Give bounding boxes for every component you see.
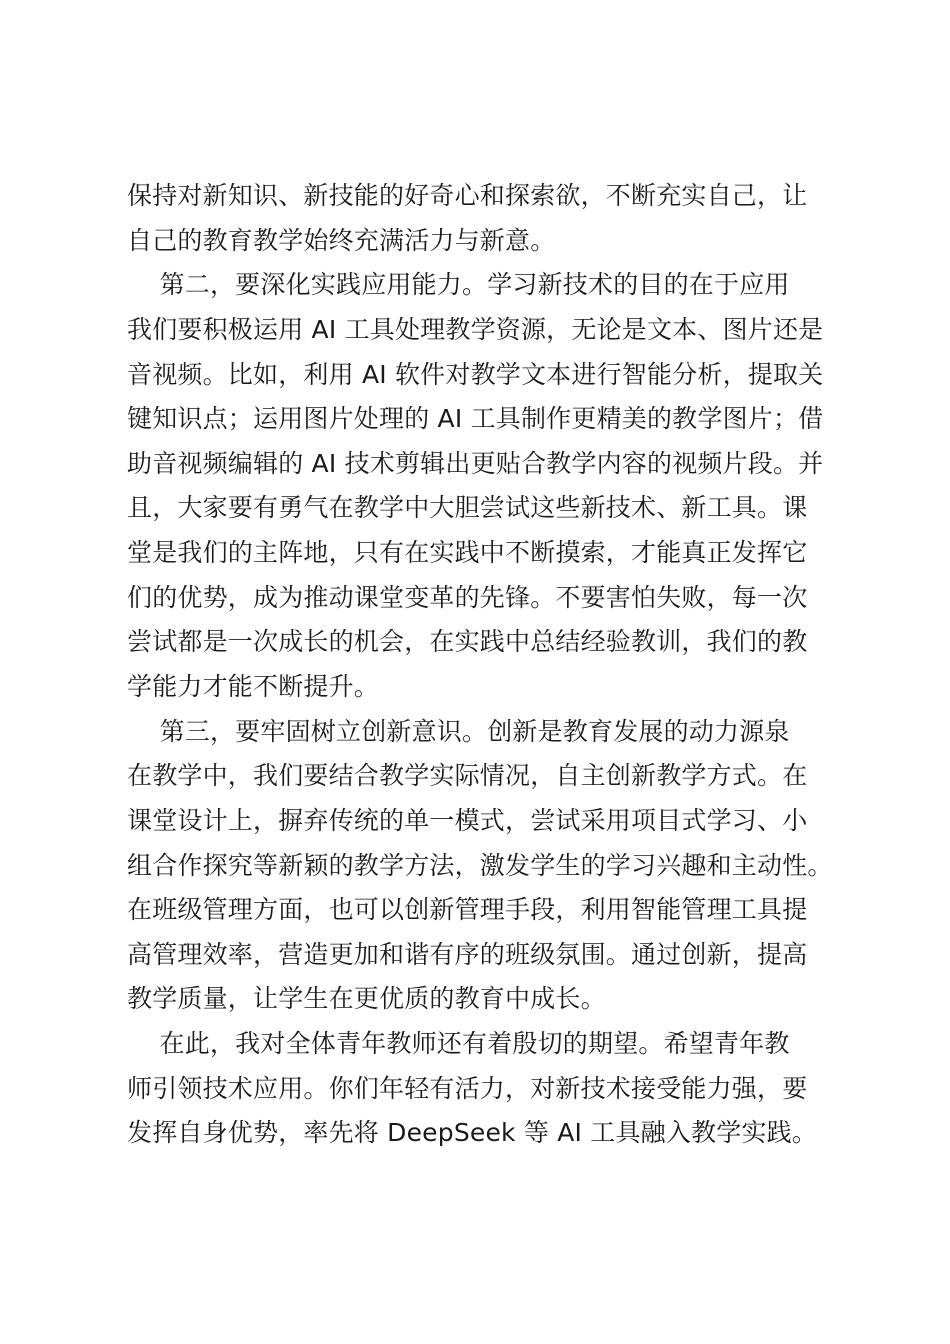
text-line: 键知识点；运用图片处理的 AI 工具制作更精美的教学图片；借	[127, 404, 824, 433]
text-line: 且，大家要有勇气在教学中大胆尝试这些新技术、新工具。课	[127, 493, 808, 522]
text-line: 组合作探究等新颖的教学方法，激发学生的学习兴趣和主动性。	[127, 851, 833, 880]
text-line: 学能力才能不断提升。	[127, 672, 380, 701]
text-line: 在此，我对全体青年教师还有着殷切的期望。希望青年教	[127, 1029, 790, 1058]
text-line: 助音视频编辑的 AI 技术剪辑出更贴合教学内容的视频片段。并	[127, 449, 824, 478]
text-line: 第二，要深化实践应用能力。学习新技术的目的在于应用	[127, 270, 790, 299]
text-line: 保持对新知识、新技能的好奇心和探索欲，不断充实自己，让	[127, 181, 808, 210]
text-line: 师引领技术应用。你们年轻有活力，对新技术接受能力强，要	[127, 1074, 808, 1103]
text-line: 第三，要牢固树立创新意识。创新是教育发展的动力源泉	[127, 717, 790, 746]
text-line: 在班级管理方面，也可以创新管理手段，利用智能管理工具提	[127, 895, 808, 924]
text-line: 自己的教育教学始终充满活力与新意。	[127, 226, 556, 255]
text-line: 尝试都是一次成长的机会，在实践中总结经验教训，我们的教	[127, 627, 808, 656]
text-line: 教学质量，让学生在更优质的教育中成长。	[127, 984, 606, 1013]
text-line: 音视频。比如，利用 AI 软件对教学文本进行智能分析，提取关	[127, 360, 824, 389]
text-line: 们的优势，成为推动课堂变革的先锋。不要害怕失败，每一次	[127, 583, 808, 612]
text-line: 在教学中，我们要结合教学实际情况，自主创新教学方式。在	[127, 761, 808, 790]
text-line: 堂是我们的主阵地，只有在实践中不断摸索，才能真正发挥它	[127, 538, 808, 567]
text-line: 发挥自身优势，率先将 DeepSeek 等 AI 工具融入教学实践。	[127, 1118, 818, 1147]
text-line: 我们要积极运用 AI 工具处理教学资源，无论是文本、图片还是	[127, 315, 824, 344]
text-line: 课堂设计上，摒弃传统的单一模式，尝试采用项目式学习、小	[127, 806, 808, 835]
text-line: 高管理效率，营造更加和谐有序的班级氛围。通过创新，提高	[127, 940, 808, 969]
